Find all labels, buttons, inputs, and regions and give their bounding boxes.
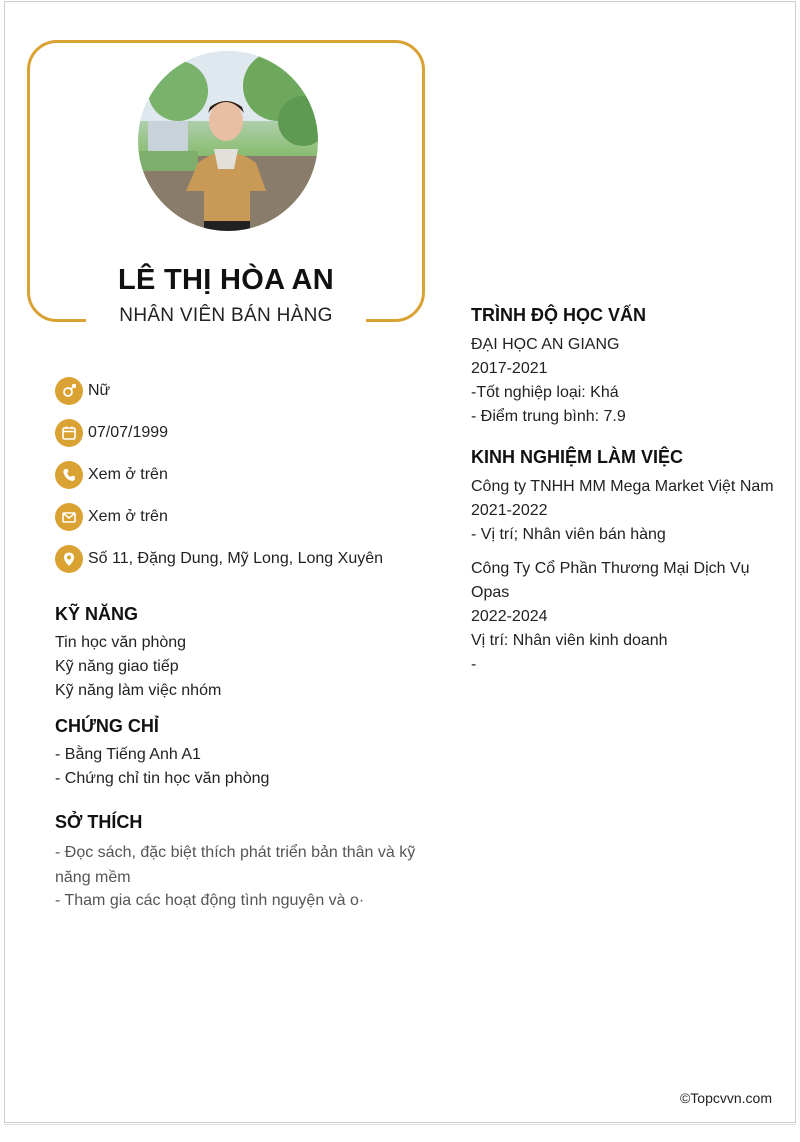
contact-birthday [55, 418, 168, 448]
education-school: ĐẠI HỌC AN GIANG [471, 336, 620, 353]
job-extra: - [471, 656, 477, 673]
contact-phone-text: Xem ở trên [88, 466, 168, 483]
experience-heading: KINH NGHIỆM LÀM VIỆC [471, 447, 684, 467]
contact-address-text: Số 11, Đặng Dung, Mỹ Long, Long Xuyên [88, 550, 384, 567]
phone-icon [55, 461, 83, 489]
skills-heading: KỸ NĂNG [55, 604, 139, 624]
job-company: Công ty TNHH MM Mega Market Việt Nam [471, 478, 774, 495]
location-icon [55, 545, 83, 573]
contact-email [55, 502, 168, 532]
footer-copyright: ©Topcvvn.com [679, 1090, 772, 1106]
contact-address [55, 544, 383, 574]
gender-icon [55, 377, 83, 405]
education-heading: TRÌNH ĐỘ HỌC VẤN [471, 305, 646, 325]
avatar [138, 51, 318, 231]
certificates-heading: CHỨNG CHỈ [55, 716, 159, 736]
certificate-item: - Chứng chỉ tin học văn phòng [55, 770, 270, 787]
education-detail: -Tốt nghiệp loại: Khá [471, 384, 619, 401]
contact-phone [55, 460, 168, 490]
calendar-icon [55, 419, 83, 447]
contact-gender-text: Nữ [88, 382, 111, 399]
skill-item: Kỹ năng giao tiếp [55, 658, 179, 675]
avatar-photo-illustration [138, 51, 318, 231]
job-company: Công Ty Cổ Phần Thương Mại Dịch Vụ Opas [471, 560, 750, 601]
email-icon [55, 503, 83, 531]
certificate-item: - Bằng Tiếng Anh A1 [55, 746, 201, 763]
hobby-item: - Đọc sách, đặc biệt thích phát triển bản thân và kỹ năng mềm [55, 844, 416, 886]
contact-birthday-text: 07/07/1999 [88, 424, 169, 441]
page-shadow-line [4, 1124, 796, 1125]
contact-email-text: Xem ở trên [88, 508, 168, 525]
candidate-job-title: NHÂN VIÊN BÁN HÀNG [119, 305, 333, 326]
job-period: 2021-2022 [471, 502, 548, 519]
job-period: 2022-2024 [471, 608, 548, 625]
hobbies-heading: SỞ THÍCH [55, 812, 143, 832]
job-role: Vị trí: Nhân viên kinh doanh [471, 632, 668, 649]
candidate-name: LÊ THỊ HÒA AN [117, 264, 335, 296]
skill-item: Kỹ năng làm việc nhóm [55, 682, 222, 699]
education-period: 2017-2021 [471, 360, 548, 377]
skill-item: Tin học văn phòng [55, 634, 187, 651]
contact-gender [55, 376, 110, 406]
hobby-item: - Tham gia các hoạt động tình nguyện và o· [55, 892, 365, 909]
education-detail: - Điểm trung bình: 7.9 [471, 408, 626, 425]
job-role: - Vị trí; Nhân viên bán hàng [471, 526, 666, 543]
